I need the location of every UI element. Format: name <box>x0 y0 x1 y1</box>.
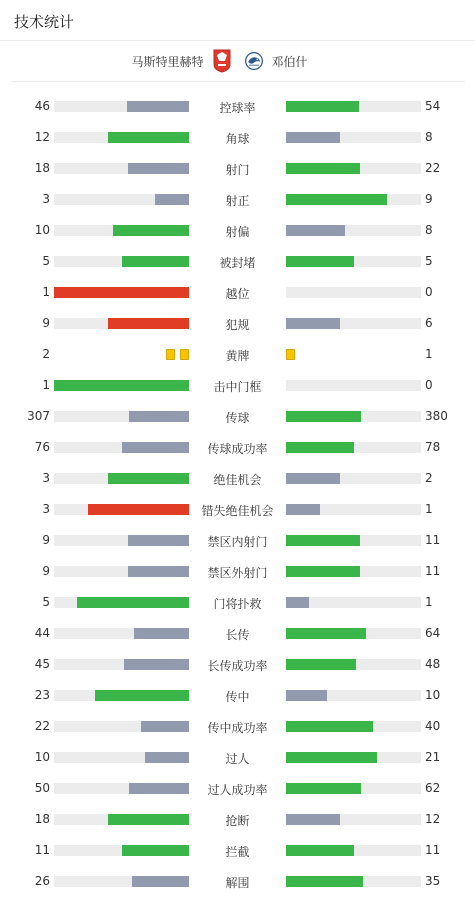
away-stat-bar <box>286 194 421 205</box>
stat-label: 拦截 <box>225 845 250 859</box>
away-stat-bar <box>286 132 421 143</box>
stat-label: 越位 <box>225 287 250 301</box>
stat-label: 错失绝佳机会 <box>201 504 274 518</box>
away-stat-value: 0 <box>425 285 433 299</box>
stat-label: 绝佳机会 <box>213 473 262 487</box>
away-stat-bar-fill <box>286 318 340 329</box>
away-stat-value: 8 <box>425 130 433 144</box>
away-stat-bar <box>286 690 421 701</box>
stat-row <box>0 122 475 153</box>
home-stat-bar-fill <box>108 318 189 329</box>
stat-row <box>0 835 475 866</box>
stat-row <box>0 463 475 494</box>
home-stat-bar-fill <box>134 628 189 639</box>
away-stat-bar-fill <box>286 163 360 174</box>
page-title: 技术统计 <box>14 13 75 31</box>
away-stat-bar-fill <box>286 690 327 701</box>
home-stat-bar-fill <box>122 442 189 453</box>
home-stat-bar-fill <box>108 132 189 143</box>
home-stat-bar <box>54 752 189 763</box>
away-stat-value: 1 <box>425 502 433 516</box>
away-stat-bar <box>286 504 421 515</box>
page-header <box>0 0 475 41</box>
away-team[interactable] <box>244 49 308 73</box>
stat-label: 禁区内射门 <box>207 535 268 549</box>
home-stat-bar-fill <box>108 814 189 825</box>
home-stat-bar <box>54 163 189 174</box>
away-stat-value: 40 <box>425 719 441 733</box>
stat-row <box>0 711 475 742</box>
stat-row <box>0 494 475 525</box>
stat-row <box>0 215 475 246</box>
stats-list <box>0 91 475 897</box>
home-stat-value: 3 <box>42 471 50 485</box>
stat-label: 传球成功率 <box>207 442 268 456</box>
home-stat-bar-fill <box>54 287 189 298</box>
home-stat-value: 1 <box>42 285 50 299</box>
away-stat-bar-fill <box>286 566 360 577</box>
home-stat-value: 5 <box>42 595 50 609</box>
home-stat-bar <box>54 225 189 236</box>
stat-label: 射门 <box>225 163 250 177</box>
away-stat-bar-fill <box>286 783 361 794</box>
away-stat-value: 380 <box>425 409 448 423</box>
away-stat-bar-fill <box>286 845 354 856</box>
stat-row <box>0 742 475 773</box>
stat-row <box>0 556 475 587</box>
home-team-name: 马斯特里赫特 <box>131 54 204 69</box>
home-stat-bar-fill <box>124 659 189 670</box>
home-stat-value: 11 <box>34 843 50 857</box>
stat-row <box>0 246 475 277</box>
away-stat-value: 2 <box>425 471 433 485</box>
away-stat-value: 8 <box>425 223 433 237</box>
home-stat-bar <box>54 504 189 515</box>
home-stat-bar-fill <box>95 690 189 701</box>
stat-label: 射偏 <box>225 225 250 239</box>
home-team-logo-icon <box>212 49 232 73</box>
away-stat-value: 64 <box>425 626 441 640</box>
away-stat-bar-fill <box>286 628 366 639</box>
home-stat-bar <box>54 628 189 639</box>
away-stat-bar-fill <box>286 101 359 112</box>
away-stat-bar <box>286 597 421 608</box>
stat-row <box>0 680 475 711</box>
stat-label: 犯规 <box>225 318 250 332</box>
stat-row <box>0 308 475 339</box>
stat-label: 解围 <box>225 876 250 890</box>
away-stat-bar-fill <box>286 876 363 887</box>
home-stat-bar-fill <box>113 225 189 236</box>
home-stat-value: 45 <box>34 657 50 671</box>
home-stat-value: 22 <box>34 719 50 733</box>
away-stat-value: 1 <box>425 347 433 361</box>
away-stat-value: 35 <box>425 874 441 888</box>
stat-row <box>0 277 475 308</box>
home-stat-bar-fill <box>108 473 189 484</box>
home-stat-bar <box>54 535 189 546</box>
home-stat-value: 9 <box>42 316 50 330</box>
away-stat-bar <box>286 814 421 825</box>
away-stat-bar <box>286 535 421 546</box>
away-stat-bar-fill <box>286 535 360 546</box>
away-stat-value: 62 <box>425 781 441 795</box>
away-stat-value: 11 <box>425 533 441 547</box>
home-stat-bar <box>54 690 189 701</box>
away-yellow-cards <box>286 349 295 360</box>
away-stat-bar-fill <box>286 411 361 422</box>
home-stat-bar-fill <box>132 876 190 887</box>
home-stat-bar <box>54 659 189 670</box>
away-stat-value: 22 <box>425 161 441 175</box>
away-stat-bar <box>286 318 421 329</box>
away-stat-bar-fill <box>286 473 340 484</box>
stat-label: 传中 <box>225 690 250 704</box>
away-stat-bar <box>286 256 421 267</box>
home-stat-value: 12 <box>34 130 50 144</box>
away-stat-bar <box>286 721 421 732</box>
stat-label: 长传 <box>225 628 250 642</box>
away-stat-bar-fill <box>286 225 345 236</box>
home-stat-value: 23 <box>34 688 50 702</box>
home-stat-bar <box>54 132 189 143</box>
home-stat-value: 10 <box>34 223 50 237</box>
home-stat-bar-fill <box>141 721 189 732</box>
home-stat-bar-fill <box>54 380 189 391</box>
away-stat-bar <box>286 628 421 639</box>
away-stat-bar-fill <box>286 194 387 205</box>
stat-label: 黄牌 <box>225 349 250 363</box>
home-stat-bar <box>54 318 189 329</box>
home-stat-bar-fill <box>122 845 190 856</box>
away-stat-bar <box>286 225 421 236</box>
away-stat-bar <box>286 752 421 763</box>
away-stat-bar-fill <box>286 504 320 515</box>
away-stat-bar <box>286 876 421 887</box>
stat-row <box>0 401 475 432</box>
home-stat-value: 9 <box>42 533 50 547</box>
home-stat-bar-fill <box>128 566 189 577</box>
home-stat-bar-fill <box>77 597 189 608</box>
stat-row <box>0 773 475 804</box>
stat-label: 传中成功率 <box>207 721 268 735</box>
away-stat-bar-fill <box>286 752 377 763</box>
home-stat-bar-fill <box>122 256 190 267</box>
away-stat-value: 78 <box>425 440 441 454</box>
away-stat-value: 12 <box>425 812 441 826</box>
stat-row <box>0 153 475 184</box>
home-stat-bar-fill <box>128 535 189 546</box>
away-stat-value: 11 <box>425 564 441 578</box>
home-stat-value: 18 <box>34 812 50 826</box>
stat-label: 禁区外射门 <box>207 566 268 580</box>
home-stat-value: 44 <box>34 626 50 640</box>
stat-label: 角球 <box>225 132 250 146</box>
stat-label: 被封堵 <box>219 256 256 270</box>
home-stat-bar <box>54 845 189 856</box>
away-stat-bar <box>286 566 421 577</box>
home-stat-value: 10 <box>34 750 50 764</box>
away-stat-bar-fill <box>286 597 309 608</box>
home-stat-bar <box>54 597 189 608</box>
away-stat-bar <box>286 380 421 391</box>
away-team-name: 邓伯什 <box>271 54 308 69</box>
stat-row <box>0 587 475 618</box>
yellow-card-icon <box>180 349 189 360</box>
home-stat-value: 3 <box>42 192 50 206</box>
stat-label: 抢断 <box>225 814 250 828</box>
away-stat-bar-fill <box>286 132 340 143</box>
away-stat-bar <box>286 783 421 794</box>
home-stat-value: 50 <box>34 781 50 795</box>
stat-row <box>0 339 475 370</box>
home-stat-bar <box>54 101 189 112</box>
home-stat-value: 2 <box>42 347 50 361</box>
home-stat-bar <box>54 721 189 732</box>
home-stat-value: 76 <box>34 440 50 454</box>
away-stat-value: 5 <box>425 254 433 268</box>
away-stat-bar <box>286 442 421 453</box>
home-stat-value: 9 <box>42 564 50 578</box>
home-stat-bar <box>54 566 189 577</box>
home-stat-value: 5 <box>42 254 50 268</box>
stat-row <box>0 866 475 897</box>
home-stat-bar-fill <box>129 783 189 794</box>
yellow-card-icon <box>166 349 175 360</box>
away-stat-value: 1 <box>425 595 433 609</box>
stat-row <box>0 649 475 680</box>
away-stat-value: 11 <box>425 843 441 857</box>
home-stat-bar <box>54 876 189 887</box>
home-stat-bar-fill <box>145 752 189 763</box>
home-team[interactable] <box>131 49 231 73</box>
away-stat-value: 10 <box>425 688 441 702</box>
away-stat-bar <box>286 411 421 422</box>
stat-label: 传球 <box>225 411 250 425</box>
home-stat-value: 307 <box>27 409 50 423</box>
home-stat-bar <box>54 256 189 267</box>
yellow-card-icon <box>286 349 295 360</box>
away-stat-value: 21 <box>425 750 441 764</box>
stat-label: 长传成功率 <box>207 659 268 673</box>
home-stat-bar <box>54 194 189 205</box>
away-stat-bar-fill <box>286 256 354 267</box>
away-stat-bar <box>286 101 421 112</box>
stat-label: 门将扑救 <box>213 597 262 611</box>
stat-row <box>0 618 475 649</box>
stat-row <box>0 432 475 463</box>
home-stat-bar <box>54 814 189 825</box>
home-stat-bar-fill <box>127 101 189 112</box>
away-stat-value: 0 <box>425 378 433 392</box>
stat-row <box>0 91 475 122</box>
stat-label: 过人 <box>225 752 250 766</box>
home-yellow-cards <box>166 349 189 360</box>
away-stat-value: 48 <box>425 657 441 671</box>
away-stat-bar-fill <box>286 659 356 670</box>
away-stat-value: 9 <box>425 192 433 206</box>
home-stat-bar-fill <box>88 504 189 515</box>
teams-header <box>10 41 465 82</box>
stat-label: 过人成功率 <box>207 783 268 797</box>
away-stat-bar-fill <box>286 442 354 453</box>
home-stat-bar-fill <box>129 411 189 422</box>
home-stat-bar <box>54 442 189 453</box>
stat-row <box>0 804 475 835</box>
home-stat-value: 18 <box>34 161 50 175</box>
away-stat-bar-fill <box>286 721 373 732</box>
home-stat-value: 1 <box>42 378 50 392</box>
home-stat-value: 26 <box>34 874 50 888</box>
home-stat-bar-fill <box>155 194 189 205</box>
stat-label: 射正 <box>225 194 250 208</box>
away-stat-value: 6 <box>425 316 433 330</box>
away-stat-bar-fill <box>286 814 340 825</box>
stat-label: 击中门框 <box>213 380 262 394</box>
stat-label: 控球率 <box>219 101 256 115</box>
away-stat-bar <box>286 163 421 174</box>
stat-row <box>0 184 475 215</box>
home-stat-bar <box>54 783 189 794</box>
away-stat-bar <box>286 845 421 856</box>
stat-row <box>0 370 475 401</box>
away-stat-bar <box>286 287 421 298</box>
home-stat-bar <box>54 411 189 422</box>
home-stat-value: 3 <box>42 502 50 516</box>
away-stat-bar <box>286 473 421 484</box>
home-stat-bar-fill <box>128 163 189 174</box>
away-team-logo-icon <box>244 49 264 73</box>
home-stat-bar <box>54 473 189 484</box>
stat-row <box>0 525 475 556</box>
away-stat-value: 54 <box>425 99 441 113</box>
home-stat-bar <box>54 287 189 298</box>
away-stat-bar <box>286 659 421 670</box>
home-stat-bar <box>54 380 189 391</box>
home-stat-value: 46 <box>34 99 50 113</box>
